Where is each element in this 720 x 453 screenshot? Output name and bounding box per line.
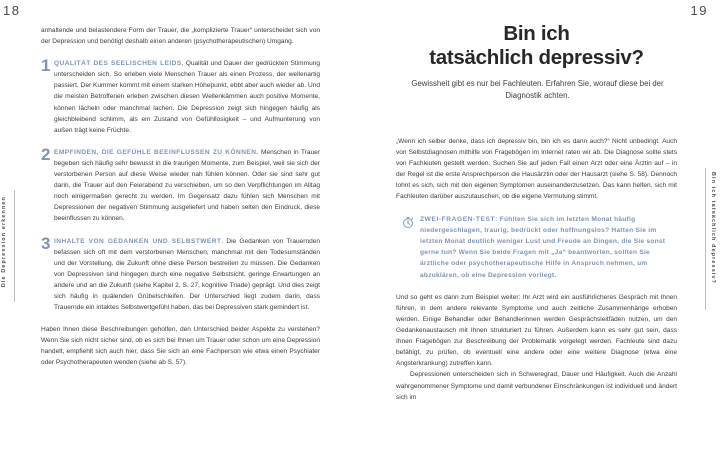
chapter-title-line-2: tatsächlich depressiv?: [429, 46, 644, 69]
item-1-text: [54, 58, 320, 136]
stopwatch-icon: [401, 215, 415, 229]
running-tab-left: Die Depression erkennen: [1, 196, 7, 288]
side-tab-rule-right: [705, 168, 706, 310]
chapter-subtitle: Gewissheit gibt es nur bei Fachleuten. Erfahren Sie, worauf diese bei der Diagnostik achten.: [411, 79, 664, 100]
item-2-body: Menschen in Trauer begeben sich häufig sehr bewusst in die traurigen Momente, zum Beispiel, weil sie sich der verstorbenen Person auf diese Weise wieder nah fühlen können. Oder sie sind sehr gut darin, die Trauer auf den Feierabend zu verschieben, um so den Verpflichtungen im Alltag noch einigermaßen gerecht zu werden. Im Gegensatz dazu fühlen sich Menschen mit Depressionen der negativen Stimmung ausgeliefert und haben selten den Eindruck, diese beeinflussen zu können.: [54, 148, 320, 223]
item-1-lead: QUALITÄT DES SEELISCHEN LEIDS: [54, 60, 182, 68]
right-paragraph-3: Depressionen unterscheiden sich in Schweregrad, Dauer und Häufigkeit. Auch die Anzahl wahrgenommener Symptome und damit verbundener Einschränkungen ist individuell und ändert sich im: [396, 371, 677, 401]
callout-text: [420, 214, 677, 281]
side-tab-rule-left: [14, 190, 15, 302]
chapter-title-line-1: Bin ich: [503, 22, 570, 45]
item-number-3: 3: [41, 233, 51, 253]
paragraph-closing: Haben Ihnen diese Beschreibungen geholfen, den Unterschied beider Aspekte zu verstehen? Wenn Sie sich nicht sicher sind, ob es sich bei Ihnen um Trauer oder schon um eine Depression handelt, empfiehlt sich auch hier, dass Sie sich an eine Fachperson wie etwa einen Psychiater oder Psychotherapeuten wenden (siehe ab S. 57).: [41, 326, 320, 367]
text-column-right: [396, 136, 677, 403]
chapter-title: [396, 22, 677, 70]
item-number-2: 2: [41, 144, 51, 164]
item-2-lead: EMPFINDEN, DIE GEFÜHLE BEEINFLUSSEN ZU KÖNNEN.: [54, 148, 259, 156]
page-number-right: 19: [690, 3, 708, 18]
item-3-lead: INHALTE VON GEDANKEN UND SELBSTWERT: [54, 237, 222, 245]
page-number-left: 18: [3, 3, 21, 18]
right-paragraph-2: Und so geht es dann zum Beispiel weiter: Ihr Arzt wird ein ausführlicheres Gespräch mit Ihnen führen, in dem andere relevante Symptome und auch zeitliche Zusammenhänge erhoben werden. Einige Behandler oder Behandlerinnen werden Gesprächsleitfäden nutzen, um den Gedankenaustausch mit Ihnen strukturiert zu führen. Außerdem kann es sehr gut sein, dass Ihnen Fragebögen zur Beschreibung der Problematik vorgelegt werden. Fachleute sind dazu befähigt, zu prüfen, ob eventuell eine andere oder eine weitere Diagnose (etwa eine Angsterkrankung) zutreffen kann.: [396, 293, 677, 368]
item-3-body: . Die Gedanken von Trauernden befassen sich oft mit dem verstorbenen Menschen, manchmal mit den Todesumständen und der Vorstellung, die Zukunft ohne diese Person bestreiten zu müssen. Die Gedanken von Depressiven sind hingegen durch eine negative Selbstsicht, geringe Erwartungen an andere und an die Zukunft (siehe Kapitel 2, S. 27, kognitive Triade) geprägt. Und dies zeigt sich häufig in quälenden Grübelschleifen. Der Unterschied liegt zudem darin, dass Trauernde ein intaktes Selbstwertgefühl haben, das bei Depressiven stark gemindert ist.: [54, 237, 321, 312]
callout-body: : Fühlten Sie sich im letzten Monat häufig niedergeschlagen, traurig, bedrückt oder hoffnungslos? Hatten Sie im letzten Monat deutlich weniger Lust und Freude an Dingen, die Sie sonst gerne tun? Wenn Sie beide Fragen mit „Ja“ beantworten, sollten Sie ärztliche oder psychotherapeutische Hilfe in Anspruch nehmen, um abzuklären, ob eine Depression vorliegt.: [420, 215, 666, 279]
right-paragraph-1: „Wenn ich selber denke, dass ich depressiv bin, bin ich es dann auch?“ Nicht unbedingt. Auch von Selbstdiagnosen mithilfe von Fragebögen im Internet raten wir ab. Die Diagnose sollte stets von Fachleuten gestellt werden. Suchen Sie auf jeden Fall einen Arzt oder eine Ärztin auf – in der Regel ist die erste Ansprechperson die Hausärztin oder der Hausarzt (siehe S. 58). Dennoch lohnt es sich, sich mit den eigenen Symptomen auseinanderzusetzen. Das kann helfen, sich mit Fachleuten darüber auszutauschen, ob die eigene Vermutung stimmt.: [396, 138, 677, 201]
two-question-test-callout: [396, 214, 677, 281]
numbered-item-1: [41, 58, 320, 136]
item-number-1: 1: [41, 56, 51, 76]
paragraph-intro: anhaltende und belastendere Form der Trauer, die „komplizierte Trauer“ unterscheidet sich von der Depression und benötigt deshalb einen anderen (psychotherapeutischen) Umgang.: [41, 27, 320, 46]
item-1-body: . Qualität und Dauer der gedrückten Stimmung unterscheiden sich. So erleben viele Menschen Trauer als einen Prozess, der wellenartig passiert. Der Kummer kommt mit einem starken Höhepunkt, ebbt aber auch wieder ab. Und die meisten Betroffenen erleben zwischen diesen Wellenkämmen auch positive Momente, können lächeln oder manchmal lachen. Die Depression zeigt sich hingegen häufig als gleichbleibend schlimm, als ein Zustand von Gefühllosigkeit – und Aufmunterung von außen trägt keine Früchte.: [54, 60, 320, 134]
item-2-text: [54, 147, 320, 225]
numbered-item-3: [41, 233, 321, 314]
running-tab-right: Bin ich tatsächlich depressiv?: [710, 172, 716, 285]
text-column-left: [41, 25, 320, 369]
numbered-item-2: [41, 144, 320, 225]
item-3-text: [54, 236, 320, 314]
callout-label: ZWEI-FRAGEN-TEST: [420, 215, 496, 223]
